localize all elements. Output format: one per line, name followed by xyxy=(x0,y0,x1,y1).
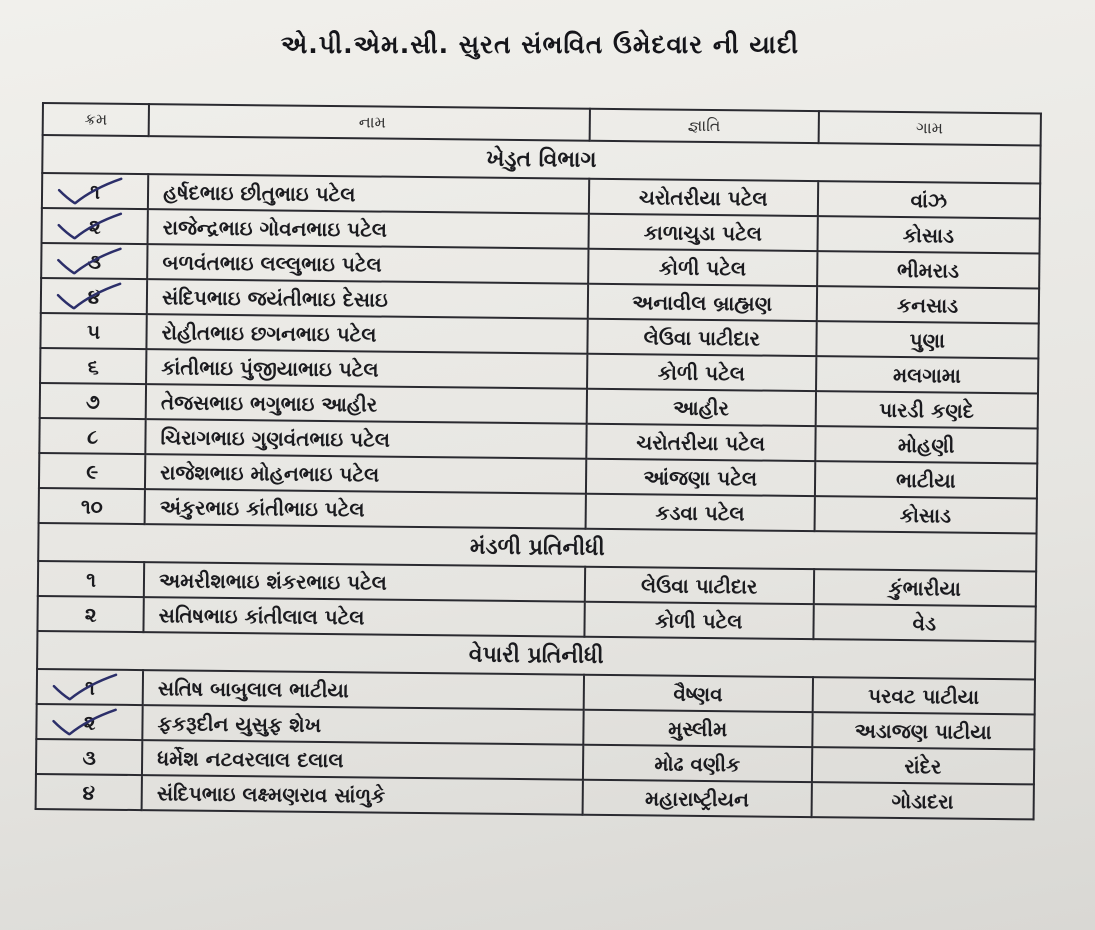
serial-number xyxy=(36,739,142,775)
serial-number-text: ૧૦ xyxy=(80,493,103,519)
candidate-village: વાંઝ xyxy=(817,181,1040,218)
candidate-name: હર્ષદભાઇ છીતુભાઇ પટેલ xyxy=(148,174,589,214)
serial-number xyxy=(39,453,145,489)
candidate-caste: ચરોતરીયા પટેલ xyxy=(589,179,818,216)
candidate-caste: કોળી પટેલ xyxy=(587,354,816,391)
candidate-village: ગોડાદરા xyxy=(811,782,1034,819)
document-title: એ.પી.એમ.સી. સુરત સંભવિત ઉમેદવાર ની યાદી xyxy=(280,30,800,59)
candidate-caste: લેઉવા પાટીદાર xyxy=(585,567,814,604)
candidate-caste: આહીર xyxy=(587,389,816,426)
handwritten-check-mark-icon xyxy=(47,707,117,736)
candidate-name: સતિષભાઇ કાંતીલાલ પટેલ xyxy=(144,597,585,637)
candidate-village: કુંભારીયા xyxy=(813,569,1036,606)
candidate-table xyxy=(35,102,1042,820)
candidate-name: ફકરૂદીન યુસુફ શેખ xyxy=(142,705,583,745)
serial-number xyxy=(39,488,145,524)
header-caste: જ્ઞાતિ xyxy=(590,109,819,143)
candidate-caste: કડવા પટેલ xyxy=(586,494,815,531)
candidate-caste: અનાવીલ બ્રાહ્મણ xyxy=(588,284,817,321)
serial-number xyxy=(36,774,142,810)
serial-number-text: ૨ xyxy=(84,601,97,627)
candidate-caste: ચરોતરીયા પટેલ xyxy=(586,424,815,461)
table-body xyxy=(36,135,1041,819)
serial-number-text: ૬ xyxy=(87,353,100,379)
candidate-village: ભાટીયા xyxy=(814,461,1037,498)
candidate-caste: લેઉવા પાટીદાર xyxy=(587,319,816,356)
candidate-caste: મોઢ વણીક xyxy=(583,745,812,782)
candidate-table-wrapper xyxy=(35,102,1052,821)
serial-number xyxy=(41,243,147,279)
serial-number-text: ૪ xyxy=(82,779,96,805)
serial-number-text: ૪ xyxy=(87,283,101,309)
candidate-caste: મહારાષ્ટ્રીયન xyxy=(583,780,812,817)
serial-number xyxy=(42,173,148,209)
candidate-village: પારડી કણદે xyxy=(815,391,1038,428)
candidate-village: પુણા xyxy=(816,321,1039,358)
serial-number xyxy=(39,418,145,454)
candidate-name: ધર્મેશ નટવરલાલ દલાલ xyxy=(142,740,583,780)
candidate-caste: કાળાચુડા પટેલ xyxy=(588,214,817,251)
candidate-village: રાંદેર xyxy=(811,747,1034,784)
handwritten-check-mark-icon xyxy=(48,672,118,701)
candidate-village: અડાજણ પાટીયા xyxy=(812,712,1035,749)
candidate-name: અંકુરભાઇ કાંતીભાઇ પટેલ xyxy=(145,489,586,529)
candidate-village: ભીમરાડ xyxy=(817,251,1040,288)
serial-number xyxy=(37,596,143,632)
serial-number-text: ૩ xyxy=(87,248,102,274)
candidate-village: કોસાડ xyxy=(817,216,1040,253)
candidate-caste: વૈષ્ણવ xyxy=(584,675,813,712)
candidate-village: કોસાડ xyxy=(814,496,1037,533)
header-no: ક્રમ xyxy=(43,103,149,136)
candidate-caste: કોળી પટેલ xyxy=(588,249,817,286)
section-title: વેપારી પ્રતિનીધી xyxy=(37,631,1035,679)
serial-number-text: ૫ xyxy=(86,318,101,344)
serial-number xyxy=(37,669,143,705)
serial-number-text: ૨ xyxy=(83,709,96,735)
serial-number-text: ૨ xyxy=(88,213,101,239)
handwritten-check-mark-icon xyxy=(53,176,123,205)
candidate-village: કનસાડ xyxy=(816,286,1039,323)
header-village: ગામ xyxy=(818,111,1041,145)
section-title: મંડળી પ્રતિનીધી xyxy=(38,523,1036,571)
candidate-name: બળવંતભાઇ લલ્લુભાઇ પટેલ xyxy=(147,244,588,284)
candidate-name: અમરીશભાઇ શંકરભાઇ પટેલ xyxy=(144,562,585,602)
candidate-village: મોહણી xyxy=(815,426,1038,463)
candidate-name: રોહીતભાઇ છગનભાઇ પટેલ xyxy=(147,314,588,354)
candidate-village: વેડ xyxy=(813,604,1036,641)
serial-number xyxy=(36,704,142,740)
candidate-name: રાજેન્દ્રભાઇ ગોવનભાઇ પટેલ xyxy=(148,209,589,249)
candidate-village: મલગામા xyxy=(816,356,1039,393)
candidate-village: પરવટ પાટીયા xyxy=(812,677,1035,714)
section-title: ખેડુત વિભાગ xyxy=(42,135,1040,183)
candidate-name: સતિષ બાબુલાલ ભાટીયા xyxy=(143,670,584,710)
serial-number-text: ૩ xyxy=(82,744,96,770)
candidate-caste: આંજણા પટેલ xyxy=(586,459,815,496)
serial-number-text: ૧ xyxy=(86,566,97,592)
serial-number xyxy=(40,313,146,349)
serial-number xyxy=(42,208,148,244)
handwritten-check-mark-icon xyxy=(53,211,123,240)
serial-number-text: ૯ xyxy=(86,458,99,484)
serial-number xyxy=(41,278,147,314)
candidate-caste: કોળી પટેલ xyxy=(584,602,813,639)
serial-number xyxy=(40,348,146,384)
serial-number-text: ૧ xyxy=(90,179,101,204)
candidate-name: રાજેશભાઇ મોહનભાઇ પટેલ xyxy=(145,454,586,494)
candidate-name: ચિરાગભાઇ ગુણવંતભાઇ પટેલ xyxy=(145,419,586,459)
serial-number-text: ૧ xyxy=(84,674,95,700)
candidate-name: તેજસભાઇ ભગુભાઇ આહીર xyxy=(146,384,587,424)
candidate-name: સંદિપભાઇ લક્ષ્મણરાવ સાંળુકે xyxy=(142,775,583,815)
serial-number-text: ૮ xyxy=(86,423,99,449)
candidate-caste: મુસ્લીમ xyxy=(583,710,812,747)
serial-number xyxy=(40,383,146,419)
candidate-name: કાંતીભાઇ પુંજીયાભાઇ પટેલ xyxy=(146,349,587,389)
header-name: નામ xyxy=(149,104,590,141)
candidate-name: સંદિપભાઇ જયંતીભાઇ દેસાઇ xyxy=(147,279,588,319)
serial-number xyxy=(38,561,144,597)
serial-number-text: ૭ xyxy=(85,388,101,414)
